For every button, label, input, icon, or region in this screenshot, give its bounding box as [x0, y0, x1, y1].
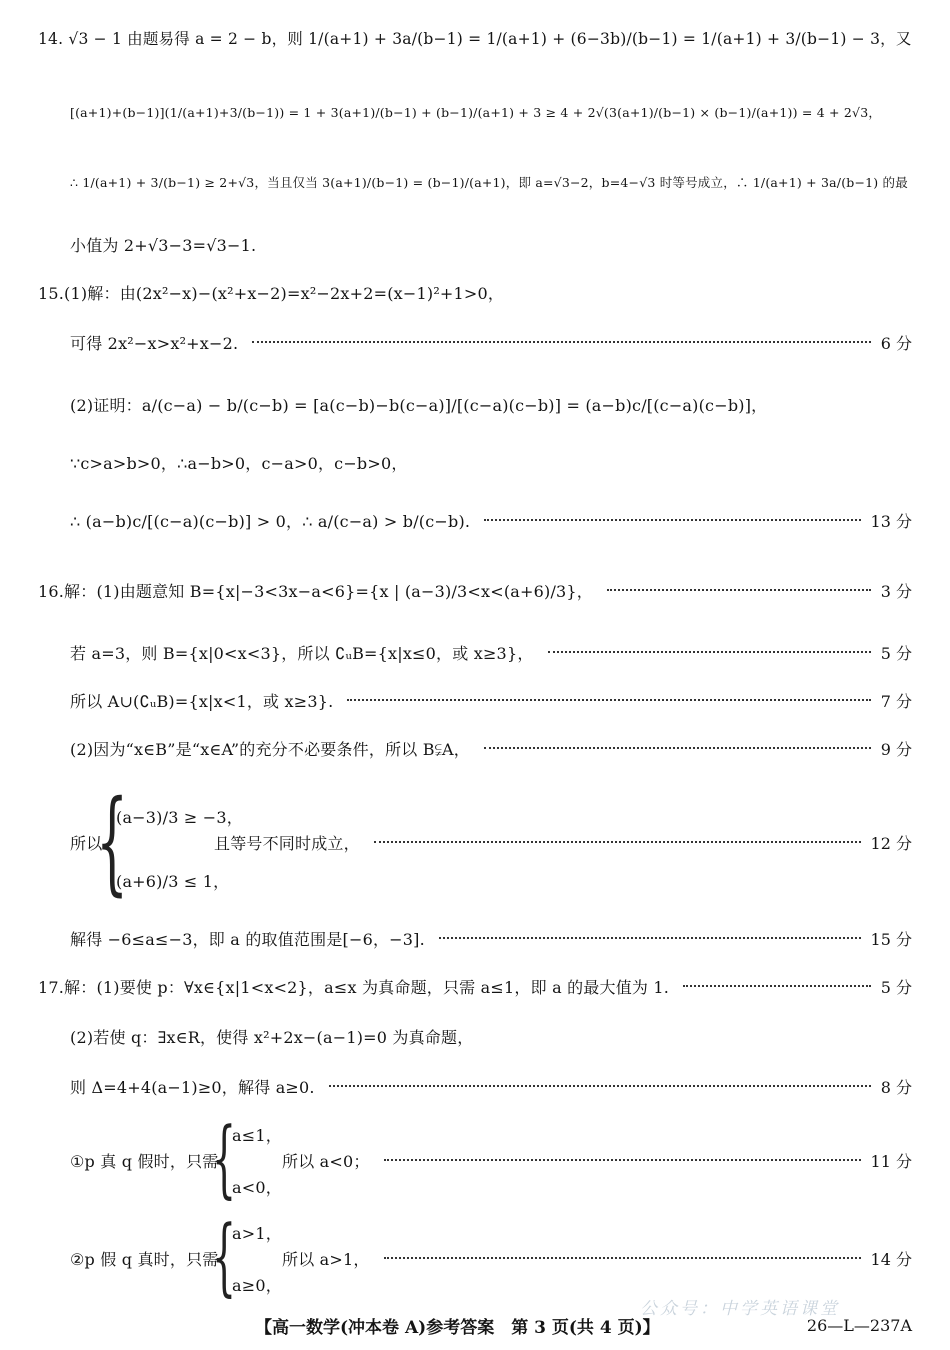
score-label: 7 分: [880, 691, 912, 711]
footer-code: 26—L—237A: [806, 1315, 912, 1335]
line-text: ①p 真 q 假时，只需: [70, 1151, 219, 1171]
answer-line: [0, 1016, 950, 1056]
line-text: 所以 a<0；: [282, 1151, 370, 1171]
line-text: 若 a=3，则 B={x|0<x<3}，所以 ∁ᵤB={x|x≤0，或 x≥3}，: [70, 643, 534, 663]
answer-line: [0, 272, 950, 312]
line-text: 且等号不同时成立，: [214, 833, 360, 853]
score-label: 3 分: [880, 581, 912, 601]
curly-brace-icon: {: [96, 777, 129, 907]
watermark: 公众号：中学英语课堂: [640, 1298, 840, 1319]
line-text: (2)证明：a/(c−a) − b/(c−b) = [a(c−b)−b(c−a)]/[(c−a)(c−b)] = (a−b)c/[(c−a)(c−b)]，: [70, 395, 768, 415]
dot-leader: [252, 341, 871, 343]
curly-brace-icon: {: [212, 1109, 237, 1207]
line-text: ②p 假 q 真时，只需: [70, 1249, 219, 1269]
score-label: 9 分: [880, 739, 912, 759]
score-label: 6 分: [880, 333, 912, 353]
score-label: 5 分: [880, 977, 912, 997]
answer-line: [0, 384, 950, 424]
score-label: 12 分: [870, 833, 912, 853]
answer-line: [0, 162, 950, 202]
line-text: (a+6)/3 ≤ 1，: [116, 871, 230, 891]
curly-brace-icon: {: [212, 1207, 237, 1305]
line-text: 14. √3 − 1 由题易得 a = 2 − b，则 1/(a+1) + 3a/(b−1) = 1/(a+1) + (6−3b)/(b−1) = 1/(a+1) + 3/(b−1) − 3，又: [38, 30, 912, 48]
line-text: 所以: [70, 833, 103, 853]
answer-line: [0, 224, 950, 264]
line-text: 16.解：(1)由题意知 B={x|−3<3x−a<6}={x | (a−3)/3<x<(a+6)/3}，: [38, 581, 594, 601]
line-text: (a−3)/3 ≥ −3，: [116, 807, 243, 827]
line-text: [(a+1)+(b−1)](1/(a+1)+3/(b−1)) = 1 + 3(a+1)/(b−1) + (b−1)/(a+1) + 3 ≥ 4 + 2√(3(a+1)/(b−1) × (b−1)/(a+1)) = 4 + 2√3，: [70, 105, 882, 120]
line-text: 15.(1)解：由(2x²−x)−(x²+x−2)=x²−2x+2=(x−1)²+1>0，: [38, 283, 505, 303]
line-text: ∴ 1/(a+1) + 3/(b−1) ≥ 2+√3，当且仅当 3(a+1)/(b−1) = (b−1)/(a+1)，即 a=√3−2，b=4−√3 时等号成立，∴ 1/(a+1) + 3a/(b−1) 的最: [70, 175, 908, 190]
score-label: 11 分: [870, 1151, 912, 1171]
line-text: 可得 2x²−x>x²+x−2.: [70, 333, 239, 353]
line-text: 解得 −6≤a≤−3，即 a 的取值范围是[−6，−3].: [70, 929, 425, 949]
answer-line: [0, 860, 950, 900]
answer-line: [0, 1066, 950, 1106]
line-text: 17.解：(1)要使 p：∀x∈{x|1<x<2}，a≤x 为真命题，只需 a≤1，即 a 的最大值为 1.: [38, 977, 670, 997]
score-label: 5 分: [880, 643, 912, 663]
line-text: a>1，: [232, 1223, 282, 1243]
answer-line: [0, 18, 950, 58]
answer-line: [0, 322, 950, 362]
dot-leader: [374, 841, 861, 843]
answer-line: [0, 680, 950, 720]
answer-line: [0, 918, 950, 958]
line-text: (2)若使 q：∃x∈R，使得 x²+2x−(a−1)=0 为真命题，: [70, 1027, 474, 1047]
dot-leader: [484, 519, 861, 521]
dot-leader: [347, 699, 871, 701]
score-label: 15 分: [870, 929, 912, 949]
dot-leader: [439, 937, 861, 939]
answer-line: [0, 966, 950, 1006]
line-text: 所以 A∪(∁ᵤB)={x|x<1，或 x≥3}.: [70, 691, 334, 711]
line-text: (2)因为“x∈B”是“x∈A”的充分不必要条件，所以 B⫋A，: [70, 739, 470, 759]
answer-line: [0, 500, 950, 540]
answer-line: [0, 92, 950, 132]
answer-line: [0, 822, 950, 862]
line-text: ∴ (a−b)c/[(c−a)(c−b)] > 0，∴ a/(c−a) > b/(c−b).: [70, 511, 471, 531]
score-label: 13 分: [870, 511, 912, 531]
answer-line: [0, 632, 950, 672]
dot-leader: [384, 1257, 861, 1259]
line-text: a≥0，: [232, 1275, 282, 1295]
dot-leader: [548, 651, 871, 653]
dot-leader: [329, 1085, 871, 1087]
dot-leader: [384, 1159, 861, 1161]
dot-leader: [484, 747, 871, 749]
answer-line: [0, 570, 950, 610]
score-label: 8 分: [880, 1077, 912, 1097]
line-text: 则 Δ=4+4(a−1)≥0，解得 a≥0.: [70, 1077, 315, 1097]
line-text: 所以 a>1，: [282, 1249, 370, 1269]
line-text: 小值为 2+√3−3=√3−1.: [70, 235, 257, 255]
line-text: ∵c>a>b>0，∴a−b>0，c−a>0，c−b>0，: [70, 453, 408, 473]
dot-leader: [683, 985, 871, 987]
answer-line: [0, 1166, 950, 1206]
answer-line: [0, 442, 950, 482]
page-footer: [0, 1310, 950, 1340]
footer-title: 【高一数学(冲本卷 A)参考答案 第 3 页(共 4 页)】: [255, 1317, 660, 1338]
score-label: 14 分: [870, 1249, 912, 1269]
line-text: a≤1，: [232, 1125, 282, 1145]
answer-line: [0, 728, 950, 768]
line-text: a<0，: [232, 1177, 282, 1197]
dot-leader: [607, 589, 871, 591]
